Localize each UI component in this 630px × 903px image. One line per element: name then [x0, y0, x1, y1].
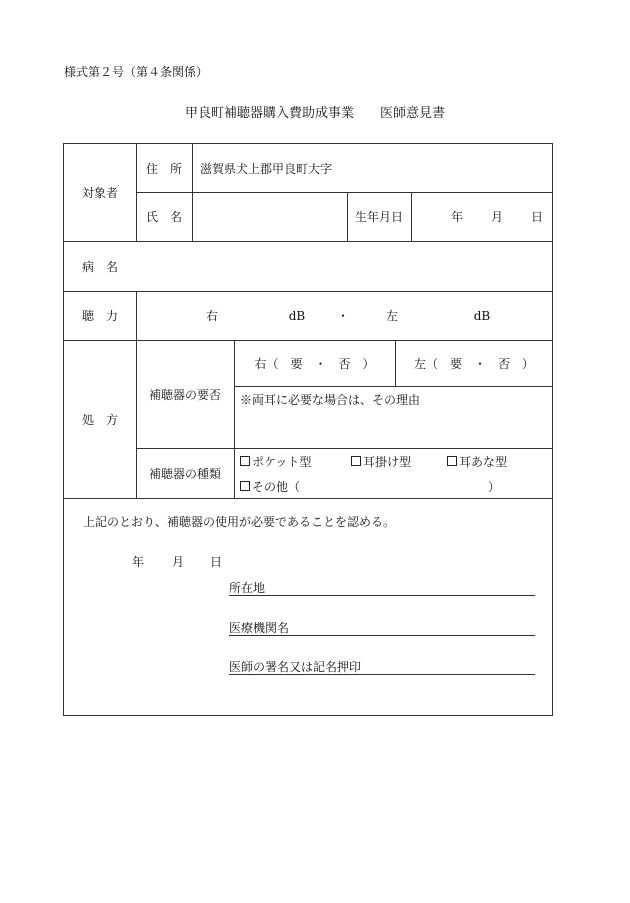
type-in-ear-checkbox[interactable]: [447, 452, 547, 470]
type-label: 補聴器の種類: [148, 466, 221, 481]
address-label-part: 所: [170, 161, 183, 176]
location-label: 所在地: [229, 580, 266, 595]
hearing-left-unit: dB: [473, 308, 491, 323]
hearing-label-part: 聴: [81, 309, 94, 323]
certification-date[interactable]: [132, 552, 252, 570]
cert-year: 年: [132, 554, 145, 569]
hearing-label: [64, 291, 136, 340]
prescription-label-part: 処: [81, 412, 94, 427]
type-other-close: ）: [488, 479, 501, 494]
checkbox-icon: [447, 456, 457, 466]
address-field[interactable]: 滋賀県犬上郡甲良町大字: [200, 161, 333, 176]
hearing-separator: ・: [336, 309, 349, 323]
form-number: 様式第２号（第４条関係）: [64, 65, 209, 79]
birthdate-field[interactable]: [411, 192, 553, 241]
disease-label-part: 名: [106, 259, 119, 274]
right-need-option[interactable]: 右（ 要 ・ 否 ）: [254, 356, 375, 371]
hearing-label-part: 力: [106, 309, 119, 323]
disease-label: [64, 241, 136, 291]
hearing-left-label: 左: [385, 309, 398, 323]
type-pocket-checkbox[interactable]: [240, 452, 330, 470]
disease-field[interactable]: [136, 241, 553, 291]
disease-label-part: 病: [81, 259, 94, 274]
birthdate-label: 生年月日: [354, 210, 403, 224]
type-other-checkbox[interactable]: [240, 477, 540, 495]
type-behind-ear-checkbox[interactable]: [351, 452, 441, 470]
cert-day: 日: [210, 554, 223, 569]
birth-month: 月: [490, 210, 503, 224]
location-line[interactable]: [229, 595, 535, 596]
hearing-right-unit: dB: [288, 308, 306, 323]
name-label-part: 氏: [145, 210, 158, 224]
subject-label: 対象者: [81, 186, 118, 200]
document-title: [0, 107, 630, 120]
address-label-part: 住: [145, 161, 158, 176]
left-need-option[interactable]: 左（ 要 ・ 否 ）: [413, 356, 534, 371]
checkbox-icon: [240, 456, 250, 466]
type-other-label: その他（: [252, 479, 301, 494]
institution-line[interactable]: [229, 635, 535, 636]
type-option-label: ポケット型: [252, 454, 312, 469]
name-field[interactable]: [192, 192, 347, 241]
prescription-label-part: 方: [106, 412, 119, 427]
type-option-label: 耳掛け型: [363, 454, 412, 469]
opinion-form-table: [63, 143, 553, 716]
checkbox-icon: [240, 481, 250, 491]
signature-line[interactable]: [229, 674, 535, 675]
birth-day: 日: [531, 210, 544, 224]
type-option-label: 耳あな型: [459, 454, 508, 469]
title-opinion: 医師意見書: [380, 106, 446, 121]
certification-statement: 上記のとおり、補聴器の使用が必要であることを認める。: [83, 514, 396, 529]
bilateral-reason-field[interactable]: [240, 412, 540, 446]
prescription-label: [64, 340, 136, 498]
institution-label: 医療機関名: [229, 620, 290, 635]
birth-year: 年: [450, 210, 463, 224]
bilateral-reason-note: ※両耳に必要な場合は、その理由: [240, 392, 421, 407]
title-program: 甲良町補聴器購入費助成事業: [184, 106, 354, 121]
cert-month: 月: [172, 554, 185, 569]
name-label-part: 名: [170, 210, 183, 224]
name-label: [136, 192, 192, 241]
address-label: [136, 144, 192, 192]
signature-label: 医師の署名又は記名押印: [229, 659, 362, 674]
need-label: 補聴器の要否: [148, 387, 221, 402]
checkbox-icon: [351, 456, 361, 466]
hearing-right-label: 右: [205, 309, 218, 323]
